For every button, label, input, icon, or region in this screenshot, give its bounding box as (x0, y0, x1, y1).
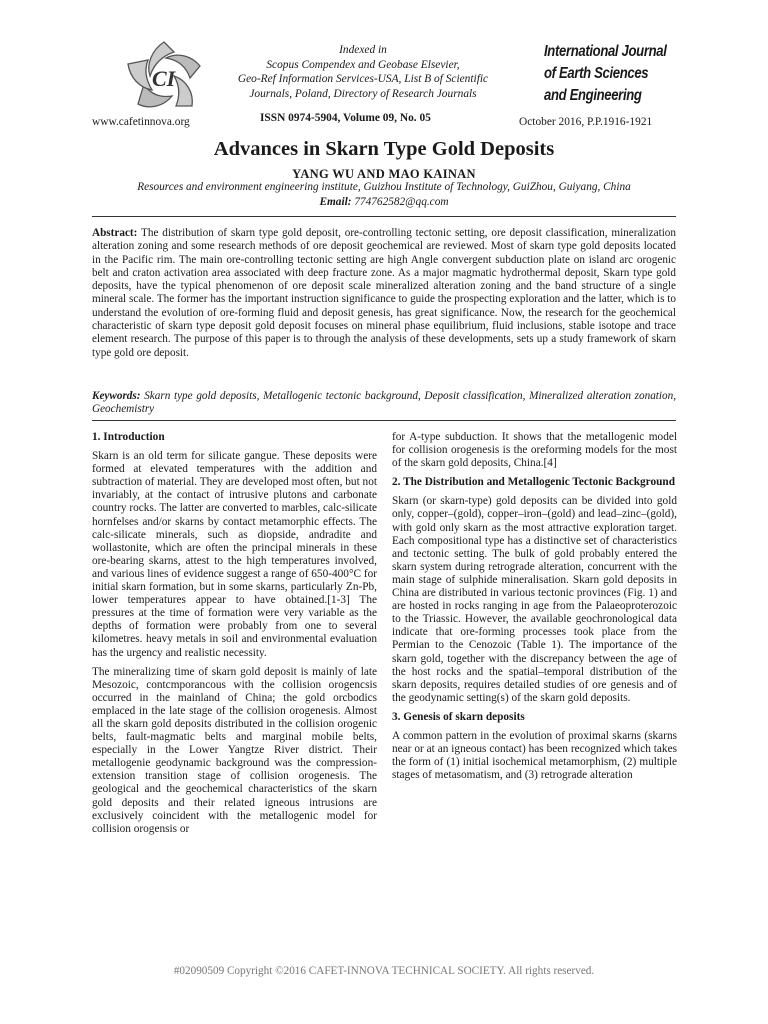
copyright-footer: #02090509 Copyright ©2016 CAFET-INNOVA TECHNICAL SOCIETY. All rights reserved. (173, 965, 595, 977)
paragraph: The mineralizing time of skarn gold deposit is mainly of late Mesozoic, contcmporancous with the collision orogencsis occurred in the mainland of China; the gold orcbodics emplaced in the late stage of the collision orogenesis. Almost all the skarn gold deposits distributed in the collision orogenic belts, fault-magmatic belts and marginal mobile belts, especially in the Lower Yangtze River district. Their metallogenie geodynamic background was the compression-extension transition stage of collision orogenesis. The geological and the geochemical characteristics of the skarn gold deposits and their related igneous intrusions are exclusively coincident with the metallogenic model for collision orogensis or (92, 665, 377, 835)
paper-title: Advances in Skarn Type Gold Deposits (213, 138, 555, 160)
abstract-label: Abstract: (92, 227, 138, 239)
email-address[interactable]: 774762582@qq.com (354, 196, 449, 208)
journal-line: International Journal (544, 43, 667, 60)
right-column (392, 431, 677, 788)
author-email (0, 196, 768, 208)
keywords (92, 390, 676, 417)
email-label: Email: (319, 196, 352, 208)
keywords-text: Skarn type gold deposits, Metallogenic tectonic background, Deposit classification, Mineralized alteration zonation, Geochemistry (92, 390, 676, 416)
abstract-text: The distribution of skarn type gold deposit, ore-controlling tectonic setting, ore deposit classification, mineralization alteration zoning and some research methods of ore deposit geochemical are reviewed. Most of skarn type gold deposits located in the Pacific rim. The main ore-controlling tectonic setting are high Angle convergent subduction plate on island arc orogenic belt and craton activation area associated with deep fracture zone. As a major magmatic hydrothermal deposit, Skarn type gold deposits, have the typical phenomenon of ore deposit scale mineralized alteration zoning and the band structure of a single mineral scale. The former has the important instruction significance to guide the prospecting exploration and the latter, which is to understand the evolution of ore-forming fluid and deposit genesis, has great significance. Now, the research for the geochemical characteristic of skarn type deposit gold deposit focuses on mineral phase equilibrium, fluid inclusions, stable isotope and trace element research. The purpose of this paper is to through the analysis of these developments, sets up a study framework of skarn type gold ore deposit. (92, 227, 676, 359)
paragraph: for A-type subduction. It shows that the metallogenic model for collision orogenesis is the oreforming models for the most of the skarn gold deposits, China.[4] (392, 431, 677, 470)
paragraph: Skarn is an old term for silicate gangue. These deposits were formed at elevated temperatures with the addition and subtraction of material. They are developed most often, but not invariably, at the contact of intrusive plutons and carbonate country rocks. The latter are converted to marbles, calc-silicate hornfelses and/or skarns by contact metamorphic effects. The calc-silicate minerals, such as diopside, andradite and wollastonite, which are often the principal minerals in these ore-bearing skarns, attest to the high temperatures involved, and various lines of evidence suggest a range of 650-400°C for initial skarn formation, but in some skarns, particularly Zn-Pb, lower temperatures appear to have obtained.[1-3] The pressures at the time of formation were very variable as the depths of formation were probably from one to several kilometres. heavy metals in soil and environmental evaluation has the urgency and realistic necessity. (92, 450, 377, 659)
indexed-line: Indexed in (339, 44, 387, 56)
journal-line: of Earth Sciences (544, 65, 649, 82)
journal-line: and Engineering (544, 87, 642, 104)
publication-date: October 2016, P.P.1916-1921 (519, 116, 653, 128)
section-heading-introduction: 1. Introduction (92, 431, 165, 443)
cafet-innova-logo-icon (122, 36, 206, 114)
divider-bottom (92, 420, 676, 421)
indexed-line: Geo-Ref Information Services-USA, List B of Scientific (237, 73, 489, 86)
indexed-line: Journals, Poland, Directory of Research Journals (249, 87, 477, 100)
website-link[interactable]: www.cafetinnova.org (92, 116, 190, 128)
issn-info: ISSN 0974-5904, Volume 09, No. 05 (260, 112, 431, 124)
journal-name (544, 41, 712, 107)
indexing-info (208, 43, 518, 101)
logo-text: CI (152, 66, 176, 91)
author-affiliation: Resources and environment engineering institute, Guizhou Institute of Technology, GuiZhou, Guiyang, China (137, 181, 631, 193)
abstract (92, 227, 676, 360)
divider-top (92, 216, 676, 217)
left-column (92, 431, 377, 842)
section-heading-genesis: 3. Genesis of skarn deposits (392, 710, 525, 723)
paragraph: A common pattern in the evolution of proximal skarns (skarns near or at an igneous contact) has been recognized which takes the form of (1) initial isochemical metamorphism, (2) multiple stages of metasomatism, and (3) retrograde alteration (392, 729, 677, 782)
paper-authors: YANG WU AND MAO KAINAN (292, 167, 476, 181)
keywords-label: Keywords: (92, 390, 141, 402)
indexed-line: Scopus Compendex and Geobase Elsevier, (266, 58, 460, 71)
section-heading-distribution: 2. The Distribution and Metallogenic Tectonic Background (392, 476, 675, 489)
paragraph: Skarn (or skarn-type) gold deposits can be divided into gold only, copper–(gold), copper–iron–(gold) and lead–zinc–(gold), with gold only skarn as the most attractive exploration target. Each compositional type has a distinctive set of characteristics and tectonic setting. The bulk of gold probably entered the skarn system during retrograde alteration, concurrent with the main stage of sulphide mineralisation. Skarn gold deposits in China are distributed in various tectonic provinces (Fig. 1) and are hosted in rocks ranging in age from the Palaeoproterozoic to the Triassic. However, the available geochronological data indicate that ore-forming processes took place from the Permian to the Cenozoic (Table 1). The importance of the skarn gold, together with the discrepancy between the age of the host rocks and the spatial–temporal distribution of the skarn deposits, requires detailed studies of ore genesis and of the geodynamic setting(s) of the skarn gold deposits. (392, 495, 677, 704)
